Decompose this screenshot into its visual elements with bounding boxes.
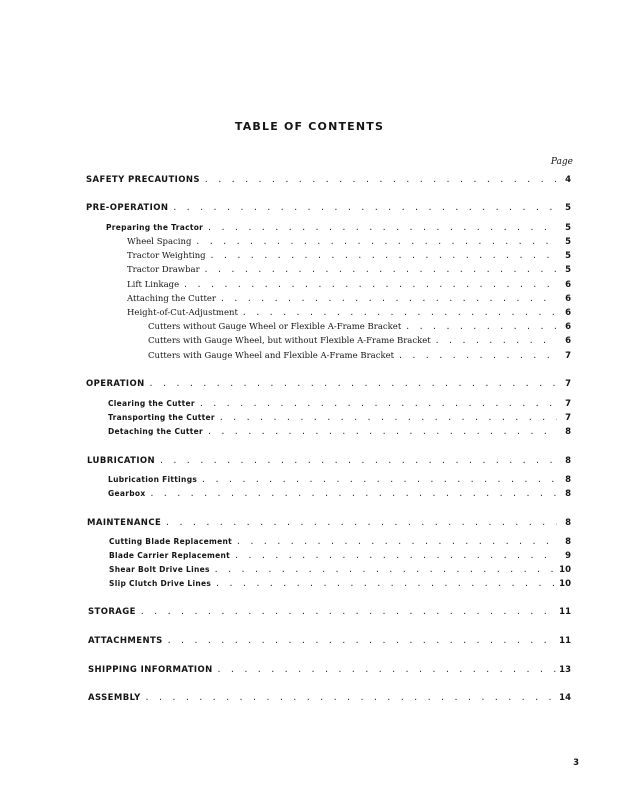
toc-entry-label: Cutters without Gauge Wheel or Flexible A-Frame Bracket — [148, 322, 402, 332]
toc-entry-storage[interactable] — [88, 606, 571, 618]
toc-entry-label: ATTACHMENTS — [88, 636, 163, 646]
toc-entry-page: 6 — [565, 322, 571, 332]
toc-entry-transporting-the-cutter[interactable] — [108, 412, 571, 424]
toc-entry-label: Tractor Drawbar — [127, 265, 200, 275]
toc-entry-page: 5 — [565, 251, 571, 261]
toc-entry-page: 10 — [559, 579, 571, 589]
leader-dots — [199, 398, 557, 410]
toc-entry-page: 8 — [565, 537, 571, 547]
leader-dots — [195, 236, 557, 248]
toc-entry-label: Preparing the Tractor — [106, 223, 204, 232]
toc-entry-label: Lift Linkage — [127, 280, 180, 290]
leader-dots — [210, 250, 557, 262]
toc-entry-cutting-blade-replacement[interactable] — [109, 536, 571, 548]
toc-entry-gearbox[interactable] — [108, 488, 571, 500]
leader-dots — [172, 202, 557, 214]
page-title: TABLE OF CONTENTS — [234, 120, 385, 133]
toc-entry-page: 5 — [565, 265, 571, 275]
toc-entry-page: 6 — [565, 308, 571, 318]
toc-entry-page: 8 — [565, 456, 571, 466]
leader-dots — [236, 536, 557, 548]
toc-entry-label: Blade Carrier Replacement — [109, 551, 231, 560]
leader-dots — [149, 488, 557, 500]
toc-entry-page: 6 — [565, 280, 571, 290]
toc-entry-page: 11 — [559, 636, 571, 646]
toc-entry-label: ASSEMBLY — [88, 693, 141, 703]
toc-entry-pre-operation[interactable] — [86, 202, 571, 214]
toc-entry-preparing-the-tractor[interactable] — [106, 222, 571, 234]
toc-entry-page: 6 — [565, 336, 571, 346]
toc-entry-label: Tractor Weighting — [127, 251, 206, 261]
toc-entry-page: 5 — [565, 223, 571, 233]
leader-dots — [398, 350, 557, 362]
toc-entry-slip-clutch-drive-lines[interactable] — [109, 578, 571, 590]
toc-entry-operation[interactable] — [86, 378, 571, 390]
toc-entry-label: MAINTENANCE — [87, 518, 162, 528]
footer-page-number: 3 — [573, 758, 579, 768]
toc-entry-page: 6 — [565, 294, 571, 304]
toc-entry-attachments[interactable] — [88, 635, 571, 647]
leader-dots — [204, 264, 557, 276]
toc-entry-safety-precautions[interactable] — [86, 174, 571, 186]
toc-entry-page: 9 — [565, 551, 571, 561]
toc-entry-label: Detaching the Cutter — [108, 427, 204, 436]
toc-entry-cutters-with-gauge-wheel-no-bracket[interactable] — [148, 335, 571, 347]
toc-entry-page: 8 — [565, 518, 571, 528]
leader-dots — [214, 564, 557, 576]
leader-dots — [149, 378, 557, 390]
toc-entry-label: PRE-OPERATION — [86, 203, 169, 213]
leader-dots — [165, 517, 557, 529]
toc-entry-label: SAFETY PRECAUTIONS — [86, 175, 200, 185]
toc-entry-assembly[interactable] — [88, 692, 571, 704]
toc-entry-label: Lubrication Fittings — [108, 475, 198, 484]
leader-dots — [207, 426, 557, 438]
toc-entry-label: LUBRICATION — [87, 456, 156, 466]
toc-entry-label: Slip Clutch Drive Lines — [109, 579, 212, 588]
toc-entry-label: Gearbox — [108, 489, 146, 498]
toc-entry-page: 11 — [559, 607, 571, 617]
leader-dots — [207, 222, 557, 234]
toc-entry-page: 4 — [565, 175, 571, 185]
leader-dots — [242, 307, 557, 319]
toc-entry-page: 7 — [565, 413, 571, 423]
toc-entry-label: Clearing the Cutter — [108, 399, 195, 408]
toc-entry-page: 8 — [565, 489, 571, 499]
leader-dots — [167, 635, 557, 647]
toc-entry-label: Attaching the Cutter — [127, 294, 216, 304]
leader-dots — [405, 321, 557, 333]
toc-entry-label: OPERATION — [86, 379, 145, 389]
leader-dots — [219, 412, 557, 424]
leader-dots — [145, 692, 557, 704]
toc-entry-page: 13 — [559, 665, 571, 675]
toc-entry-lubrication-fittings[interactable] — [108, 474, 571, 486]
toc-entry-wheel-spacing[interactable] — [127, 236, 571, 248]
leader-dots — [435, 335, 557, 347]
page-column-label: Page — [550, 157, 573, 167]
toc-entry-cutters-without-gauge-wheel[interactable] — [148, 321, 571, 333]
toc-entry-page: 14 — [559, 693, 571, 703]
toc-entry-label: Wheel Spacing — [127, 237, 192, 247]
toc-entry-label: STORAGE — [88, 607, 136, 617]
toc-entry-tractor-weighting[interactable] — [127, 250, 571, 262]
toc-entry-clearing-the-cutter[interactable] — [108, 398, 571, 410]
toc-entry-shipping-information[interactable] — [88, 664, 571, 676]
toc-entry-label: Cutting Blade Replacement — [109, 537, 233, 546]
toc-entry-page: 7 — [565, 351, 571, 361]
leader-dots — [159, 455, 557, 467]
toc-entry-cutters-with-gauge-wheel-and-bracket[interactable] — [148, 350, 571, 362]
toc-entry-attaching-the-cutter[interactable] — [127, 293, 571, 305]
toc-entry-page: 8 — [565, 427, 571, 437]
leader-dots — [183, 279, 557, 291]
toc-entry-label: Height-of-Cut-Adjustment — [127, 308, 238, 318]
leader-dots — [220, 293, 557, 305]
leader-dots — [215, 578, 557, 590]
toc-entry-page: 5 — [565, 203, 571, 213]
toc-entry-label: Cutters with Gauge Wheel, but without Flexible A-Frame Bracket — [148, 336, 431, 346]
toc-entry-page: 7 — [565, 399, 571, 409]
leader-dots — [140, 606, 557, 618]
leader-dots — [234, 550, 557, 562]
leader-dots — [217, 664, 557, 676]
toc-entry-label: SHIPPING INFORMATION — [88, 665, 213, 675]
toc-entry-blade-carrier-replacement[interactable] — [109, 550, 571, 562]
toc-entry-lubrication[interactable] — [87, 455, 571, 467]
toc-entry-label: Cutters with Gauge Wheel and Flexible A-Frame Bracket — [148, 351, 395, 361]
toc-entry-height-of-cut-adjustment[interactable] — [127, 307, 571, 319]
leader-dots — [204, 174, 557, 186]
toc-entry-detaching-the-cutter[interactable] — [108, 426, 571, 438]
toc-entry-lift-linkage[interactable] — [127, 279, 571, 291]
toc-entry-page: 7 — [565, 379, 571, 389]
toc-entry-page: 10 — [559, 565, 571, 575]
toc-entry-label: Transporting the Cutter — [108, 413, 215, 422]
toc-entry-shear-bolt-drive-lines[interactable] — [109, 564, 571, 576]
toc-entry-page: 8 — [565, 475, 571, 485]
toc-entry-tractor-drawbar[interactable] — [127, 264, 571, 276]
leader-dots — [201, 474, 557, 486]
toc-entry-page: 5 — [565, 237, 571, 247]
toc-entry-label: Shear Bolt Drive Lines — [109, 565, 210, 574]
toc-entry-maintenance[interactable] — [87, 517, 571, 529]
